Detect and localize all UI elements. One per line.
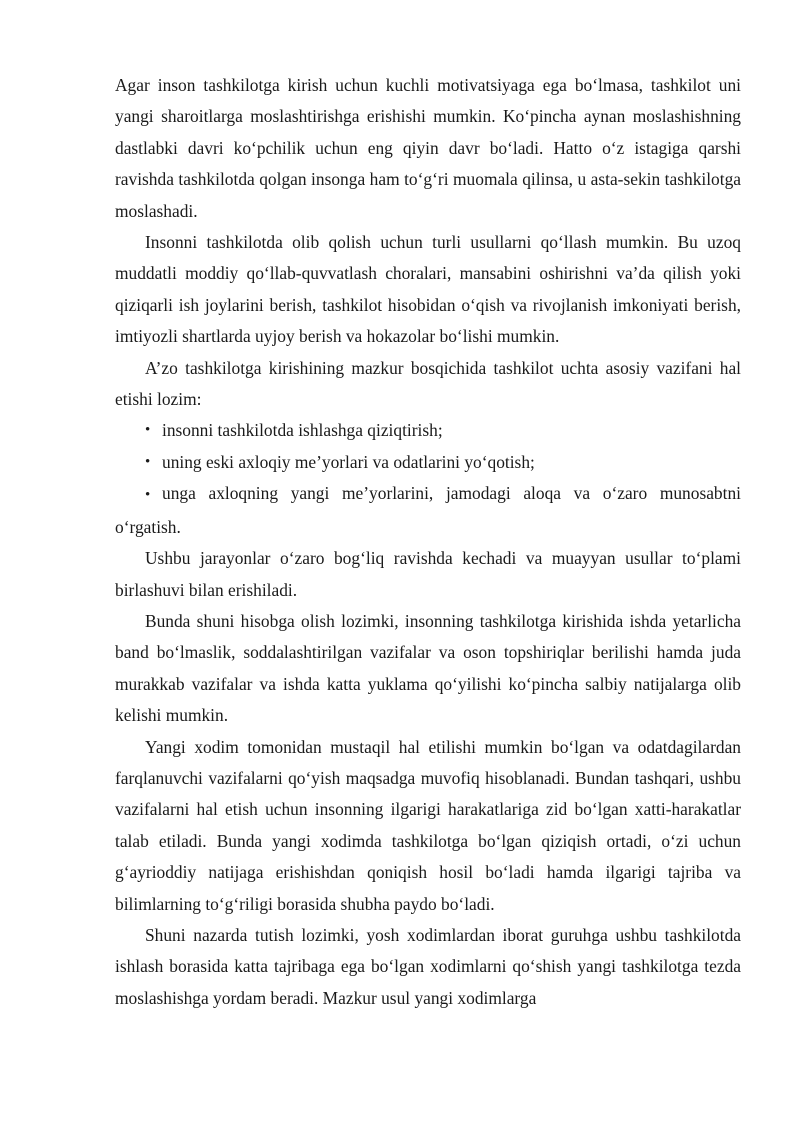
bullet-icon: • — [145, 487, 151, 504]
paragraph-three-tasks: A’zo tashkilotga kirishining mazkur bosqichida tashkilot uchta asosiy vazifani hal etishi lozim: — [115, 357, 741, 410]
bullet-item — [115, 478, 741, 543]
paragraph-motivation: Agar inson tashkilotga kirish uchun kuchli motivatsiyaga ega bo‘lmasa, tashkilot uni yangi sharoitlarga moslashtirishga erishishi mumkin. Ko‘pincha aynan moslashishning dastlabki davri ko‘pchilik uchun eng qiyin davr bo‘ladi. Hatto o‘z istagiga qarshi ravishda tashkilotda qolgan insonga ham to‘g‘ri muomala qilinsa, u asta-sekin tashkilotga moslashadi. — [115, 75, 741, 221]
paragraph-workload: Bunda shuni hisobga olish lozimki, insonning tashkilotga kirishida ishda yetarlicha band bo‘lmaslik, soddalashtirilgan vazifalar va oson topshiriqlar berilishi hamda juda murakkab vazifalar va ishda katta yuklama qo‘yilishi ko‘pincha salbiy natijalarga olib kelishi mumkin. — [115, 610, 741, 726]
bullet-text: unga axloqning yangi me’yorlarini, jamodagi aloqa va o‘zaro munosabtni o‘rgatish. — [115, 483, 741, 537]
bullet-icon: • — [145, 422, 151, 439]
bullet-item — [115, 447, 741, 478]
bullet-item — [115, 415, 741, 446]
paragraph-new-employee-tasks: Yangi xodim tomonidan mustaqil hal etilishi mumkin bo‘lgan va odatdagilardan farqlanuvchi vazifalarni qo‘yish maqsadga muvofiq hisoblanadi. Bundan tashqari, ushbu vazifalarni hal etish uchun insonning ilgarigi harakatlariga zid bo‘lgan xatti-harakatlar talab etiladi. Bunda yangi xodimda tashkilotga bo‘lgan qiziqish ortadi, o‘zi uchun g‘ayrioddiy natijaga erishishdan qoniqish hosil bo‘ladi hamda ilgarigi tajriba va bilimlarning to‘g‘riligi borasida shubha paydo bo‘ladi. — [115, 736, 741, 914]
paragraph-processes: Ushbu jarayonlar o‘zaro bog‘liq ravishda kechadi va muayyan usullar to‘plami birlashuvi bilan erishiladi. — [115, 548, 741, 600]
document-page — [115, 70, 741, 1014]
bullet-icon: • — [145, 453, 151, 470]
paragraph-experienced-staff: Shuni nazarda tutish lozimki, yosh xodimlardan iborat guruhga ushbu tashkilotda ishlash borasida katta tajribaga ega bo‘lgan xodimlarni qo‘shish yangi tashkilotga tezda moslashishga yordam beradi. Mazkur usul yangi xodimlarga — [115, 924, 741, 1008]
paragraph-retention-methods: Insonni tashkilotda olib qolish uchun turli usullarni qo‘llash mumkin. Bu uzoq muddatli moddiy qo‘llab-quvvatlash choralari, mansabini oshirishni va’da qilish yoki qiziqarli ish joylarini berish, tashkilot hisobidan o‘qish va rivojlanish imkoniyati berish, imtiyozli shartlarda uyjoy berish va hokazolar bo‘lishi mumkin. — [115, 232, 741, 347]
bullet-text: uning eski axloqiy me’yorlari va odatlarini yo‘qotish; — [162, 451, 535, 472]
bullet-text: insonni tashkilotda ishlashga qiziqtirish; — [162, 420, 443, 441]
